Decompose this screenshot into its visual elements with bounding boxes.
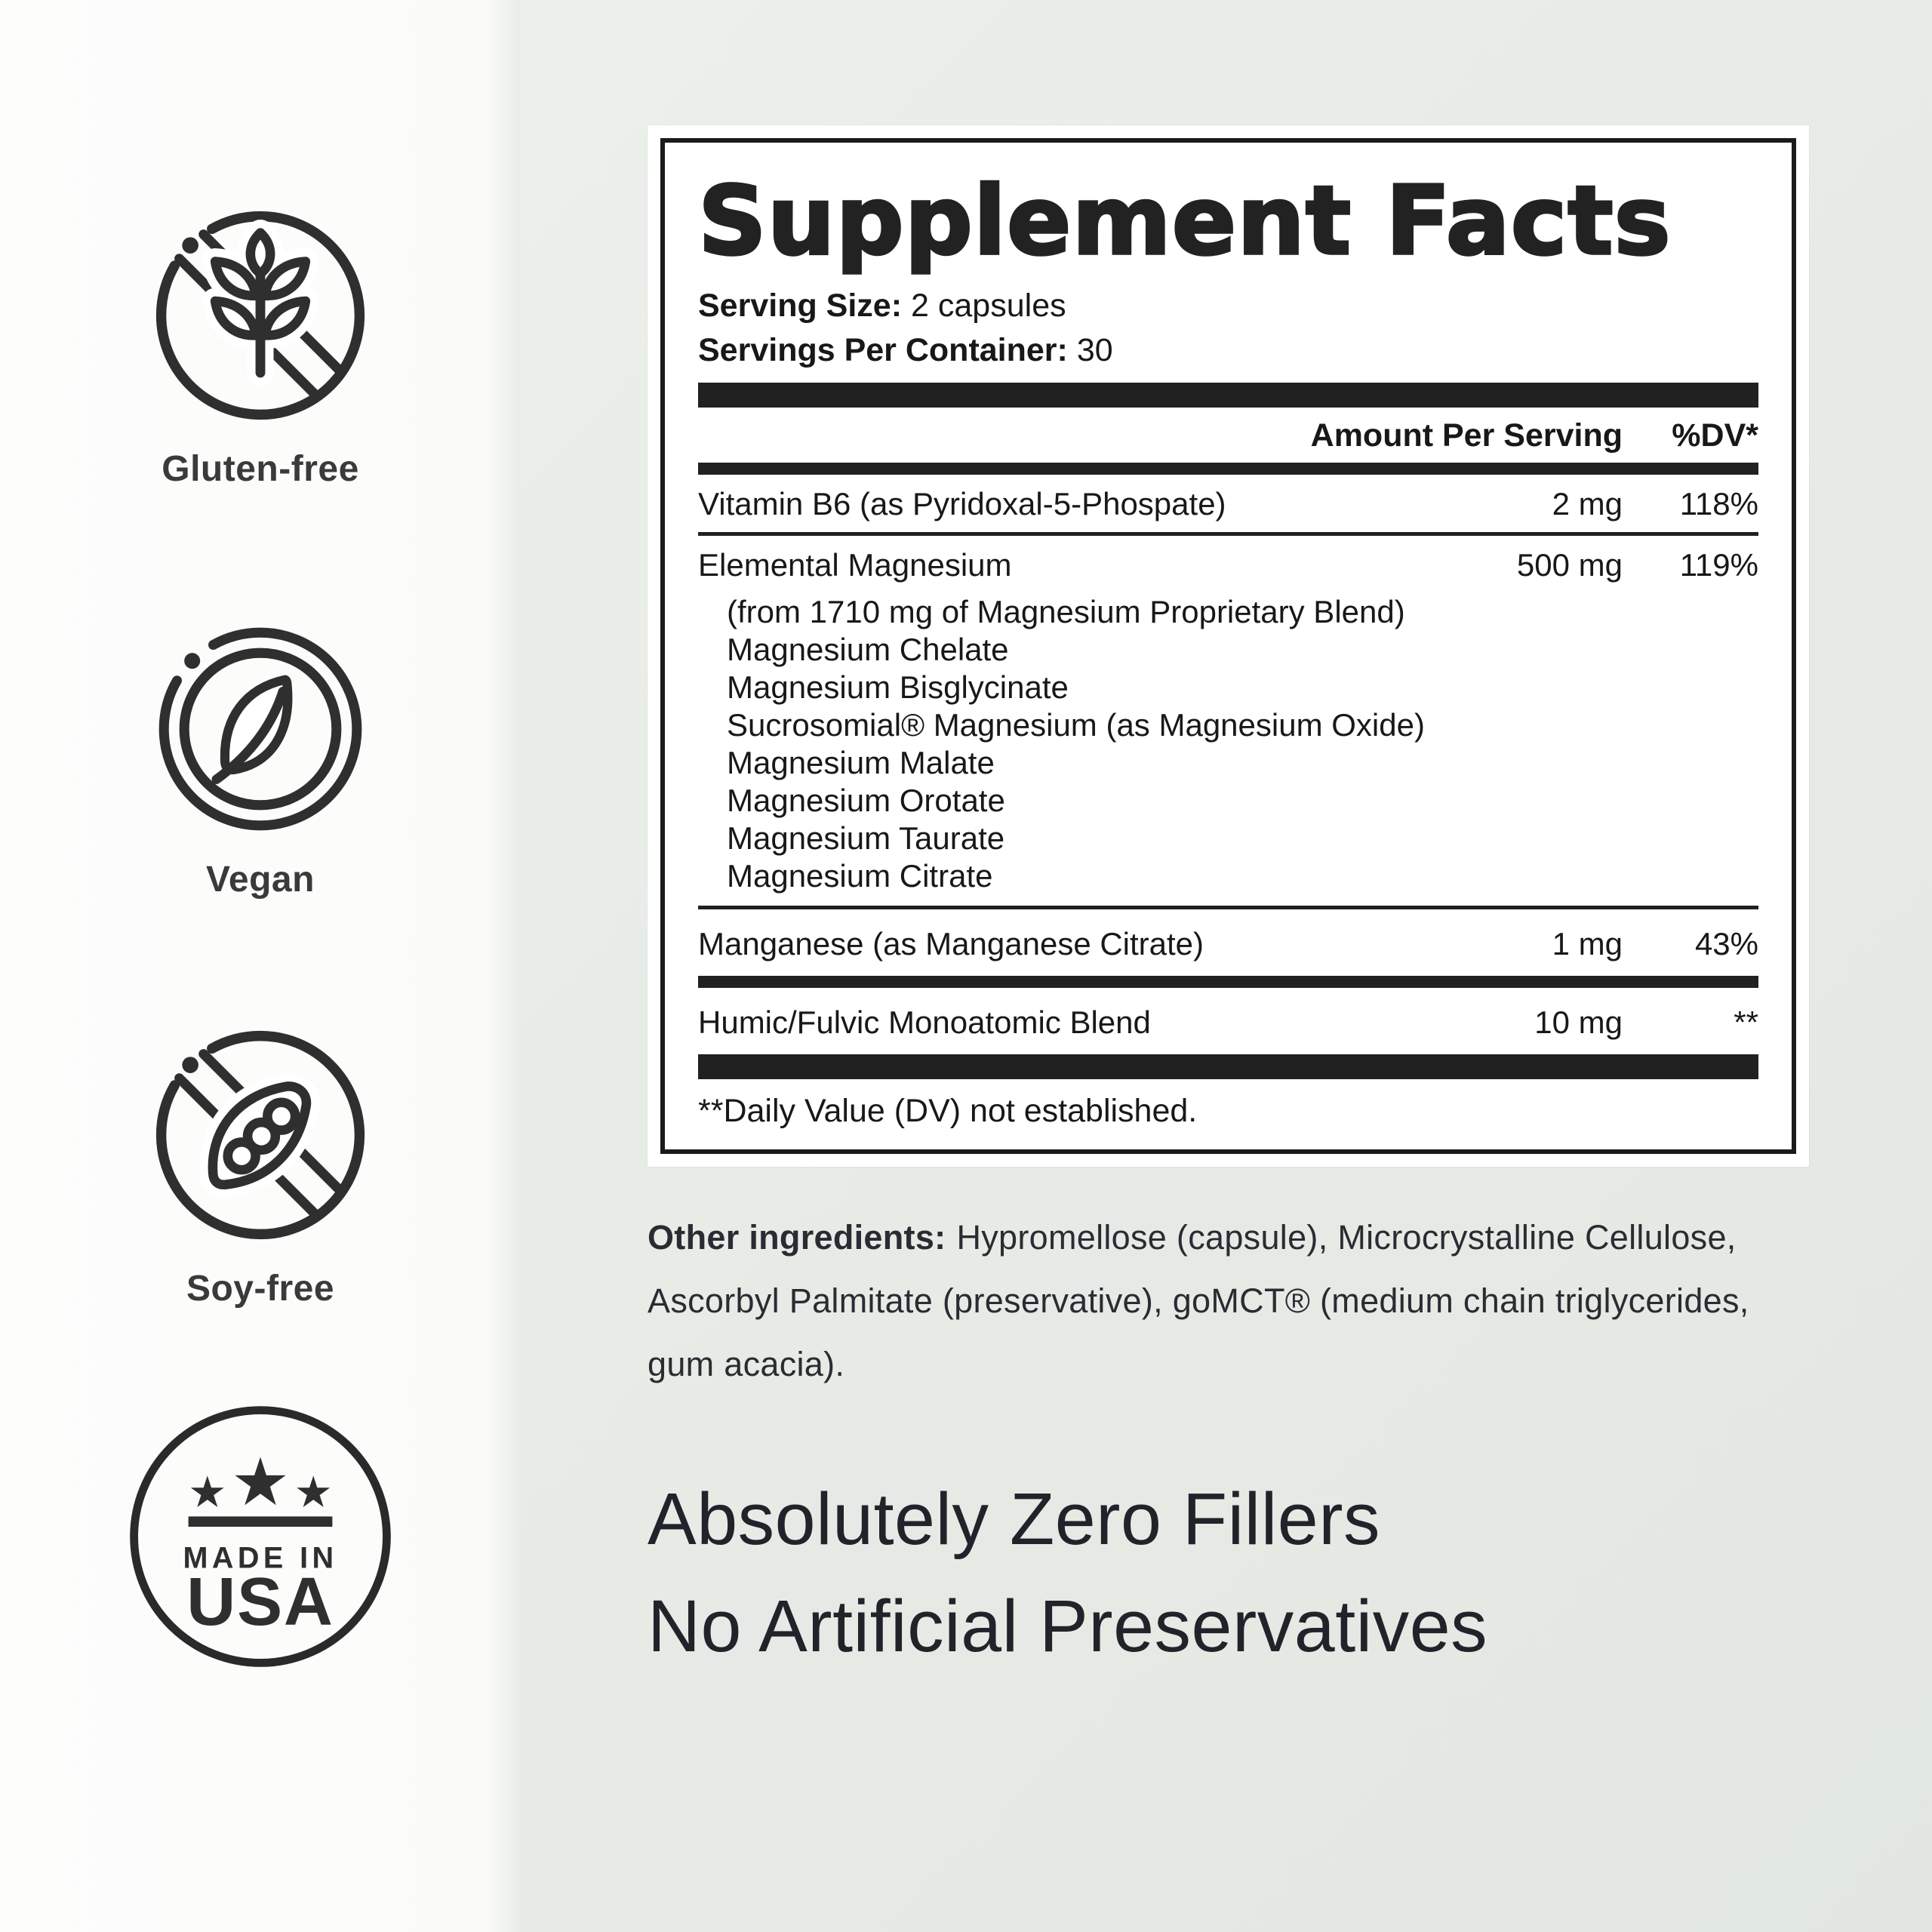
vegan-leaf-icon	[153, 622, 368, 836]
servings-per-container-line	[698, 328, 1758, 373]
servings-value: 30	[1076, 332, 1113, 369]
nutrient-dv: 118%	[1679, 485, 1758, 521]
blend-component: Magnesium Orotate	[727, 782, 1005, 818]
daily-value-footnote: **Daily Value (DV) not established.	[698, 1092, 1198, 1129]
divider-thick	[698, 383, 1758, 408]
table-row	[698, 475, 1758, 532]
servings-label: Servings Per Container:	[698, 332, 1068, 369]
supplement-facts-box	[660, 138, 1796, 1154]
badge-column	[0, 0, 521, 1932]
other-ingredients-label: Other ingredients:	[648, 1217, 946, 1257]
nutrient-amount: 500 mg	[1516, 546, 1623, 583]
wheat-glyph	[215, 233, 306, 373]
serving-size-label: Serving Size:	[698, 287, 903, 324]
stars	[191, 1457, 330, 1508]
badge-vegan	[0, 622, 521, 900]
content-column	[648, 125, 1809, 1680]
blend-component: (from 1710 mg of Magnesium Proprietary Blend)	[727, 593, 1405, 629]
nutrient-amount: 10 mg	[1534, 1004, 1623, 1040]
blend-components	[698, 593, 1758, 895]
nutrient-name: Humic/Fulvic Monoatomic Blend	[698, 1004, 1151, 1040]
column-dv: %DV*	[1672, 417, 1758, 454]
nutrient-name: Manganese (as Manganese Citrate)	[698, 925, 1204, 961]
nutrient-name: Elemental Magnesium	[698, 546, 1012, 583]
other-ingredients-text: Hypromellose (capsule), Microcrystalline Cellulose,	[956, 1217, 1737, 1257]
blend-component: Magnesium Citrate	[727, 857, 993, 894]
serving-size-line	[698, 284, 1758, 328]
blend-component: Magnesium Bisglycinate	[727, 669, 1069, 705]
nutrient-name: Vitamin B6 (as Pyridoxal-5-Phospate)	[698, 485, 1226, 521]
badge-label-gluten-free: Gluten-free	[162, 449, 359, 489]
serving-size-value: 2 capsules	[911, 287, 1066, 324]
usa-text: USA	[186, 1564, 334, 1640]
table-row	[698, 988, 1758, 1054]
divider-medium	[698, 976, 1758, 988]
other-ingredients	[648, 1206, 1809, 1396]
nutrient-dv: **	[1734, 1004, 1758, 1040]
no-soy-icon	[150, 1025, 371, 1245]
nutrient-dv: 43%	[1694, 925, 1758, 961]
nutrient-amount: 1 mg	[1552, 925, 1623, 961]
other-ingredients-line	[648, 1206, 1809, 1269]
claim-no-preservatives: No Artificial Preservatives	[648, 1584, 1488, 1667]
blend-component: Magnesium Taurate	[727, 820, 1005, 856]
table-row	[698, 909, 1758, 976]
nutrient-dv: 119%	[1679, 546, 1758, 583]
ring-dot	[182, 237, 198, 254]
other-ingredients-line: gum acacia).	[648, 1344, 845, 1383]
other-ingredients-line: Ascorbyl Palmitate (preservative), goMCT® (medium chain triglycerides,	[648, 1281, 1749, 1320]
nutrient-amount: 2 mg	[1552, 485, 1623, 521]
badge-label-vegan: Vegan	[206, 860, 315, 900]
badge-soy-free	[0, 1025, 521, 1309]
blend-component: Magnesium Malate	[727, 744, 995, 780]
badge-label-soy-free: Soy-free	[186, 1269, 335, 1309]
no-gluten-icon	[150, 205, 371, 426]
made-in-text: MADE IN	[183, 1541, 338, 1575]
table-row	[698, 536, 1758, 593]
divider-medium	[698, 463, 1758, 475]
supplement-facts-title: Supplement Facts	[698, 165, 1672, 276]
divider-thick	[698, 1054, 1758, 1079]
ring-dot	[182, 1057, 198, 1073]
badge-made-in-usa	[0, 1401, 521, 1672]
badge-gluten-free	[0, 205, 521, 490]
ring-dot	[184, 653, 200, 669]
blend-component: Magnesium Chelate	[727, 631, 1009, 667]
supplement-facts-panel	[648, 125, 1809, 1167]
marketing-claims	[648, 1466, 1809, 1680]
blend-component: Sucrosomial® Magnesium (as Magnesium Oxide)	[727, 706, 1425, 743]
leaf-glyph	[217, 680, 288, 780]
claim-zero-fillers: Absolutely Zero Fillers	[648, 1477, 1381, 1560]
column-amount-per-serving: Amount Per Serving	[1310, 417, 1623, 454]
pea-pod-glyph	[213, 1086, 306, 1184]
made-in-usa-icon	[125, 1401, 396, 1672]
table-header	[698, 408, 1758, 463]
